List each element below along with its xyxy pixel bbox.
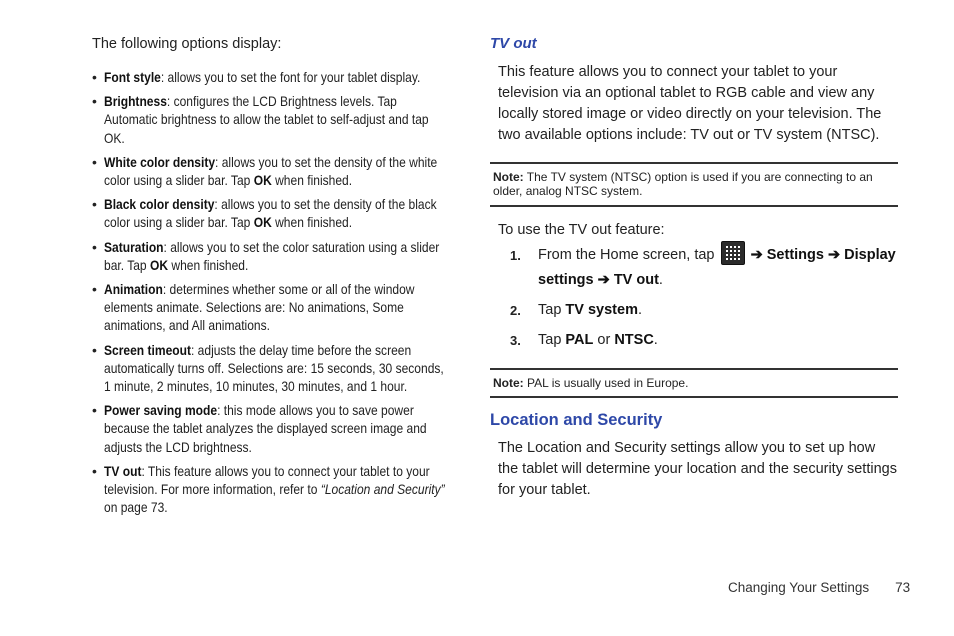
note-box [490,368,898,398]
tv-out-paragraph: This feature allows you to connect your tablet to your television via an optional tablet to RGB cable and view any locally stored image or video directly on your television. The two available options include: TV out or TV system (NTSC). [498,64,882,143]
tv-out-heading: TV out [490,35,537,52]
page-number: 73 [895,580,911,595]
option-term: White color density [104,153,216,170]
option-term: Saturation [104,238,164,255]
bullet: • [92,153,97,170]
apps-grid-icon [721,241,745,265]
arrow-icon: ➔ [750,247,763,263]
use-intro: To use the TV out feature: [498,222,665,238]
bullet: • [92,196,97,213]
steps-list [498,243,898,353]
cross-reference-link[interactable]: “Location and Security” [320,481,445,498]
bullet: • [92,462,97,479]
step-number: 1. [510,248,521,263]
list-item: • Font style: allows you to set the font for your tablet display. [92,69,421,85]
bullet: • [92,341,97,358]
location-security-paragraph: The Location and Security settings allow you to set up how the tablet will determine your location and the security settings for your tablet. [498,440,897,498]
list-item: • TV out: This feature allows you to connect your tablet to your television. For more information, refer to “Location and Security” on page 73. [92,462,445,516]
bullet: • [92,238,97,255]
note-text: PAL is usually used in Europe. [527,376,689,390]
list-item: • Brightness: configures the LCD Brightness levels. Tap Automatic brightness to allow the tablet to self-adjust and tap OK. [92,93,429,146]
list-item: • Power saving mode: this mode allows you to save power because the tablet analyzes the displayed screen image and adjusts the LCD brightness. [92,402,427,455]
right-column [490,34,898,501]
option-term: Black color density [104,196,215,213]
step-number: 3. [510,333,521,348]
arrow-icon: ➔ [597,272,610,288]
step-item: 3. Tap PAL or NTSC. [498,328,898,353]
bullet: • [92,69,97,85]
bullet: • [92,281,97,298]
option-term: TV out [104,462,142,479]
options-list [92,68,464,516]
option-term: Font style [104,69,161,85]
page-footer [728,578,910,598]
note-label: Note: [493,376,524,390]
options-intro: The following options display: [92,36,282,52]
note-label: Note: [493,170,524,184]
footer-section-title: Changing Your Settings [728,580,870,595]
option-term: Power saving mode [104,402,218,419]
step-item: 2. Tap TV system. [498,298,898,323]
left-column [92,34,464,522]
step-number: 2. [510,303,521,318]
bullet: • [92,402,97,419]
bullet: • [92,93,97,110]
note-text: The TV system (NTSC) option is used if you are connecting to an older, analog NTSC system. [493,170,873,198]
arrow-icon: ➔ [827,247,841,263]
option-term: Brightness [104,93,167,110]
list-item: • Black color density: allows you to set the density of the black color using a slider bar. Tap OK when finished. [92,196,437,231]
list-item: • White color density: allows you to set the density of the white color using a slider bar. Tap OK when finished. [92,153,438,189]
option-term: Screen timeout [104,341,191,358]
location-security-heading: Location and Security [490,411,663,429]
list-item: • Screen timeout: adjusts the delay time before the screen automatically turns off. Selections are: 15 seconds, 30 seconds, 1 minute, 2 minutes, 10 minutes, 30 minutes, and 1 hour. [92,341,444,395]
list-item: • Animation: determines whether some or all of the window elements animate. Selections are: No animations, Some animations, and All animations. [92,281,415,334]
option-term: Animation [104,281,163,298]
list-item: • Saturation: allows you to set the color saturation using a slider bar. Tap OK when finished. [92,238,440,273]
step-item: 1. From the Home screen, tap ➔ Settings ➔ Display settings ➔ TV out. [498,243,898,293]
note-box [490,162,898,207]
